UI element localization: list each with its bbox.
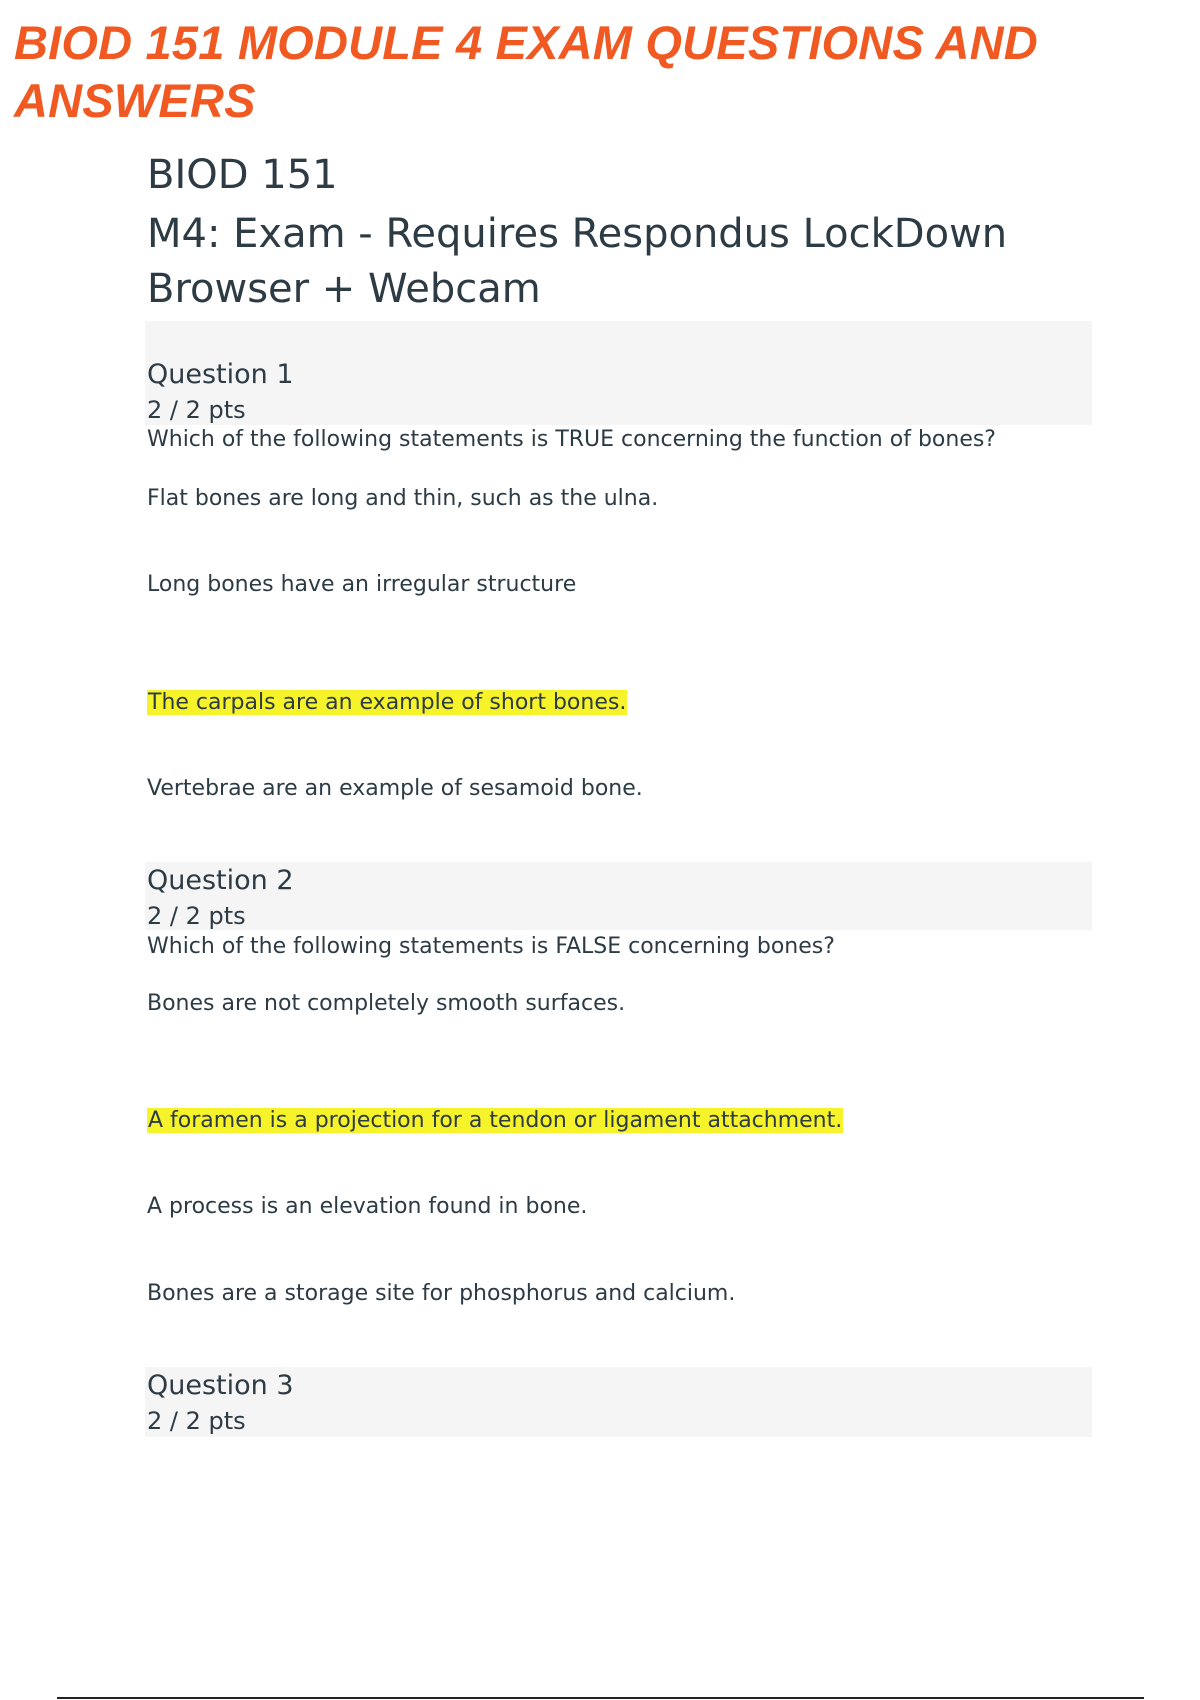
question-2-text: Which of the following statements is FALSE concerning bones? [147,934,835,959]
question-1-answer-3-highlighted [147,689,627,717]
exam-title: M4: Exam - Requires Respondus LockDown Browser + Webcam [147,211,1008,312]
question-points: 2 / 2 pts [147,902,246,930]
question-title: Question 2 [147,865,294,896]
question-1-header [145,321,1092,425]
question-1-answer-4 [147,775,643,803]
question-1-answer-1 [147,485,658,513]
question-2-answer-2-highlighted [147,1107,843,1135]
answer-text: Long bones have an irregular structure [147,572,577,597]
page-bottom-rule [57,1697,1144,1699]
answer-text: The carpals are an example of short bones. [148,690,627,715]
question-2-header [145,862,1092,930]
question-3-header [145,1367,1092,1437]
question-1-answer-2 [147,571,576,599]
question-2-answer-3 [147,1193,587,1221]
question-points: 2 / 2 pts [147,396,246,424]
answer-text: Flat bones are long and thin, such as the ulna. [147,486,659,511]
answer-text: Vertebrae are an example of sesamoid bone. [147,776,643,801]
question-2-answer-4 [147,1280,735,1308]
answer-text: Bones are not completely smooth surfaces. [147,991,626,1016]
question-2-answer-1 [147,990,625,1018]
question-title: Question 1 [147,359,294,390]
question-1-text: Which of the following statements is TRUE concerning the function of bones? [147,427,996,452]
question-points: 2 / 2 pts [147,1407,246,1435]
answer-text: A process is an elevation found in bone. [147,1194,588,1219]
answer-text: Bones are a storage site for phosphorus and calcium. [147,1281,736,1306]
question-title: Question 3 [147,1370,294,1401]
answer-text: A foramen is a projection for a tendon or ligament attachment. [148,1108,843,1133]
course-name: BIOD 151 [147,152,338,198]
document-title: BIOD 151 MODULE 4 EXAM QUESTIONS AND ANSWERS [14,16,1038,127]
